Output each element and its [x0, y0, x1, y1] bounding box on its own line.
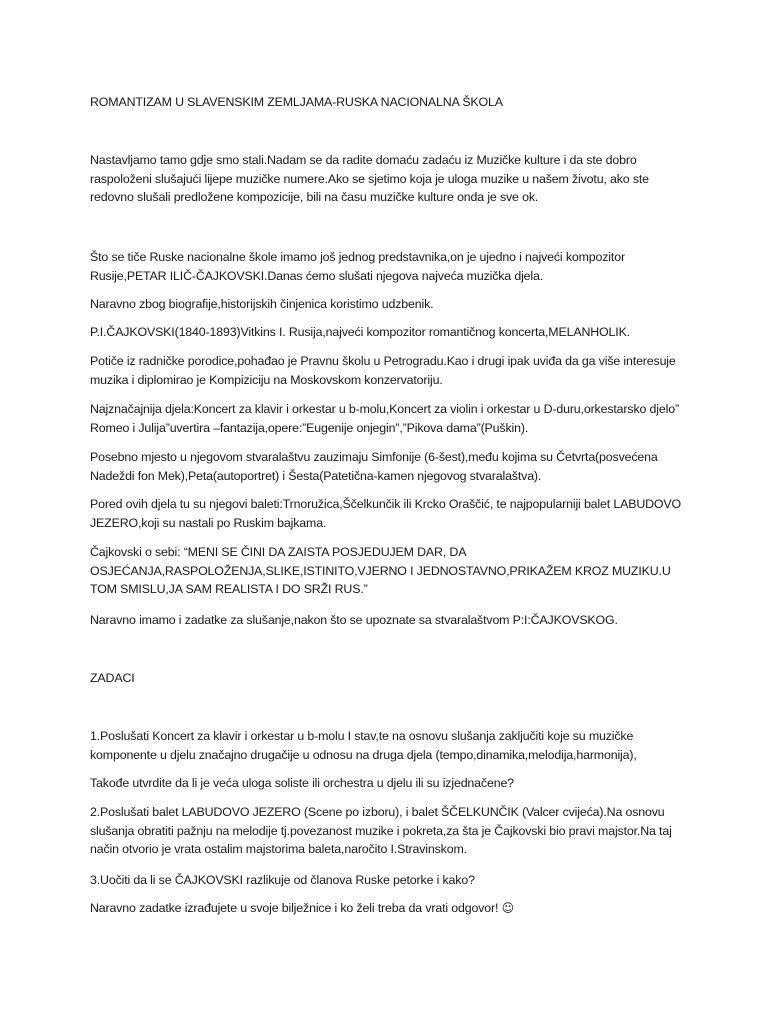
task-item: Takođe utvrdite da li je veća uloga soliste ili orchestra u djelu ili su izjednačene?	[90, 776, 514, 790]
tasks-heading: ZADACI	[90, 671, 135, 685]
task-item: 2.Poslušati balet LABUDOVO JEZERO (Scene po izboru), i balet ŠČELKUNČIK (Valcer cvijeća).Na osnovu slušanja obratiti pažnju na melodije tj.povezanost muzike i pokreta,za šta je Čajkovski bio pravi majstor.Na taj način otvorio je vrata ostalim majstorima baleta,naročito I.Stravinskom.	[90, 805, 672, 857]
paragraph-citat: Čajkovski o sebi: “MENI SE ČINI DA ZAISTA POSJEDUJEM DAR, DA OSJEĆANJA,RASPOLOŽENJA,SLIKE,ISTINITO,VJERNO I JEDNOSTAVNO,PRIKAŽEM KROZ MUZIKU.U TOM SMISLU,JA SAM REALISTA I DO SRŽI RUS.”	[90, 545, 671, 597]
paragraph-predstavnik: Što se tiče Ruske nacionalne škole imamo još jednog predstavnika,on je ujedno i najveći kompozitor Rusije,PETAR ILIČ-ČAJKOVSKI.Danas ćemo slušati njegova najveća muzička djela.	[90, 250, 625, 283]
intro-paragraph: Nastavljamo tamo gdje smo stali.Nadam se da radite domaću zadaću iz Muzičke kulture i da ste dobro raspoloženi slušajući lijepe muzičke numere.Ako se sjetimo koja je uloga muzike u našem životu, ako ste redovno slušali predložene kompozicije, bili na času muzičke kulture onda je sve ok.	[90, 153, 649, 205]
document-title: ROMANTIZAM U SLAVENSKIM ZEMLJAMA-RUSKA NACIONALNA ŠKOLA	[90, 95, 503, 109]
paragraph-biografija: P.I.ČAJKOVSKI(1840-1893)Vitkins I. Rusija,najveći kompozitor romantičnog koncerta,MELANHOLIK.	[90, 325, 630, 339]
closing-paragraph	[90, 899, 690, 918]
task-item: 3.Uočiti da li se ČAJKOVSKI razlikuje od članova Ruske petorke i kako?	[90, 873, 475, 887]
task-item: 1.Poslušati Koncert za klavir i orkestar u b-molu I stav,te na osnovu slušanja zaključiti koje su muzičke komponente u djelu značajno drugačije u odnosu na druga djela (tempo,dinamika,melodija,harmonija),	[90, 729, 637, 762]
paragraph-baleti: Pored ovih djela tu su njegovi baleti:Trnoružica,Ščelkunčik ili Krcko Oraščić, te najpopularniji balet LABUDOVO JEZERO,koji su nastali po Ruskim bajkama.	[90, 497, 682, 530]
paragraph-djela: Najznačajnija djela:Koncert za klavir i orkestar u b-molu,Koncert za violin i orkestar u D-duru,orkestarsko djelo” Romeo i Julija”uvertira –fantazija,opere:”Eugenije onjegin”,”Pikova dama”(Puškin).	[90, 402, 679, 435]
paragraph-zadaci-uvod: Naravno imamo i zadatke za slušanje,nakon što se upoznate sa stvaralaštvom P:I:ČAJKOVSKOG.	[90, 613, 618, 627]
paragraph-udzbenik: Naravno zbog biografije,historijskih činjenica koristimo udzbenik.	[90, 297, 434, 311]
smiley-icon: ☺	[501, 901, 514, 915]
paragraph-simfonije: Posebno mjesto u njegovom stvaralaštvu zauzimaju Simfonije (6-šest),među kojima su Četvrta(posvećena Nadeždi fon Mek),Peta(autoportret) i Šesta(Patetična-kamen njegovog stvaralaštva).	[90, 450, 658, 483]
paragraph-porijeklo: Potiče iz radničke porodice,pohađao je Pravnu školu u Petrogradu.Kao i drugi ipak uviđa da ga više interesuje muzika i diplomirao je Kompiziciju na Moskovskom konzervatoriju.	[90, 354, 676, 387]
closing-text: Naravno zadatke izrađujete u svoje bilježnice i ko želi treba da vrati odgovor!	[90, 901, 502, 915]
